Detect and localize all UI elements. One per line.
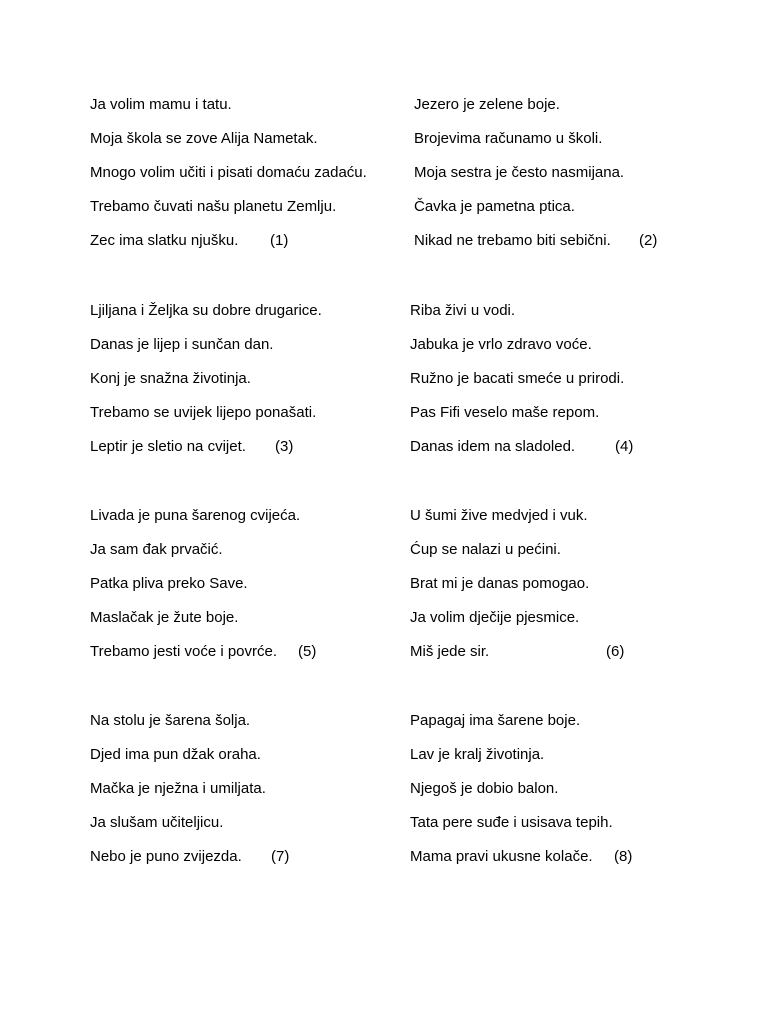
sentence-line: Mačka je nježna i umiljata.	[90, 780, 266, 797]
sentence-line: Ja volim dječije pjesmice.	[410, 609, 580, 626]
sentence-line: Njegoš je dobio balon.	[410, 780, 559, 797]
sentence-line: U šumi žive medvjed i vuk.	[410, 507, 588, 524]
sentence-line: Papagaj ima šarene boje.	[410, 712, 581, 729]
sentence-line: Nikad ne trebamo biti sebični.	[414, 232, 611, 249]
sentence-line: Ja sam đak prvačić.	[90, 541, 223, 558]
sentence-line: Maslačak je žute boje.	[90, 609, 239, 626]
sentence-line: Zec ima slatku njušku.	[90, 232, 239, 249]
sentence-line: Jezero je zelene boje.	[414, 96, 560, 113]
sentence-line: Pas Fifi veselo maše repom.	[410, 404, 600, 421]
group-number: (5)	[298, 643, 317, 660]
sentence-line: Ja slušam učiteljicu.	[90, 814, 224, 831]
group-number: (6)	[606, 643, 625, 660]
sentence-line: Mama pravi ukusne kolače.	[410, 848, 593, 865]
sentence-line: Danas je lijep i sunčan dan.	[90, 336, 274, 353]
group-number: (7)	[271, 848, 290, 865]
sentence-line: Leptir je sletio na cvijet.	[90, 438, 246, 455]
sentence-line: Ljiljana i Željka su dobre drugarice.	[90, 302, 322, 319]
sentence-line: Brojevima računamo u školi.	[414, 130, 603, 147]
sentence-line: Brat mi je danas pomogao.	[410, 575, 590, 592]
sentence-line: Trebamo jesti voće i povrće.	[90, 643, 278, 660]
sentence-line: Miš jede sir.	[410, 643, 490, 660]
sentence-line: Ružno je bacati smeće u prirodi.	[410, 370, 625, 387]
sentence-line: Čavka je pametna ptica.	[414, 198, 575, 215]
sentence-line: Djed ima pun džak oraha.	[90, 746, 261, 763]
sentence-line: Nebo je puno zvijezda.	[90, 848, 242, 865]
sentence-line: Jabuka je vrlo zdravo voće.	[410, 336, 592, 353]
sentence-line: Na stolu je šarena šolja.	[90, 712, 251, 729]
group-number: (8)	[614, 848, 633, 865]
sentence-line: Trebamo se uvijek lijepo ponašati.	[90, 404, 317, 421]
sentence-line: Moja sestra je često nasmijana.	[414, 164, 625, 181]
sentence-line: Mnogo volim učiti i pisati domaću zadaću.	[90, 164, 367, 181]
group-number: (2)	[639, 232, 658, 249]
group-number: (3)	[275, 438, 294, 455]
sentence-line: Tata pere suđe i usisava tepih.	[410, 814, 613, 831]
sentence-line: Danas idem na sladoled.	[410, 438, 576, 455]
sentence-line: Lav je kralj životinja.	[410, 746, 545, 763]
sentence-line: Patka pliva preko Save.	[90, 575, 248, 592]
group-number: (4)	[615, 438, 634, 455]
sentence-line: Moja škola se zove Alija Nametak.	[90, 130, 318, 147]
sentence-line: Ja volim mamu i tatu.	[90, 96, 232, 113]
sentence-line: Konj je snažna životinja.	[90, 370, 251, 387]
sentence-line: Riba živi u vodi.	[410, 302, 516, 319]
sentence-line: Trebamo čuvati našu planetu Zemlju.	[90, 198, 337, 215]
sentence-line: Ćup se nalazi u pećini.	[410, 541, 561, 558]
sentence-line: Livada je puna šarenog cvijeća.	[90, 507, 301, 524]
group-number: (1)	[270, 232, 289, 249]
